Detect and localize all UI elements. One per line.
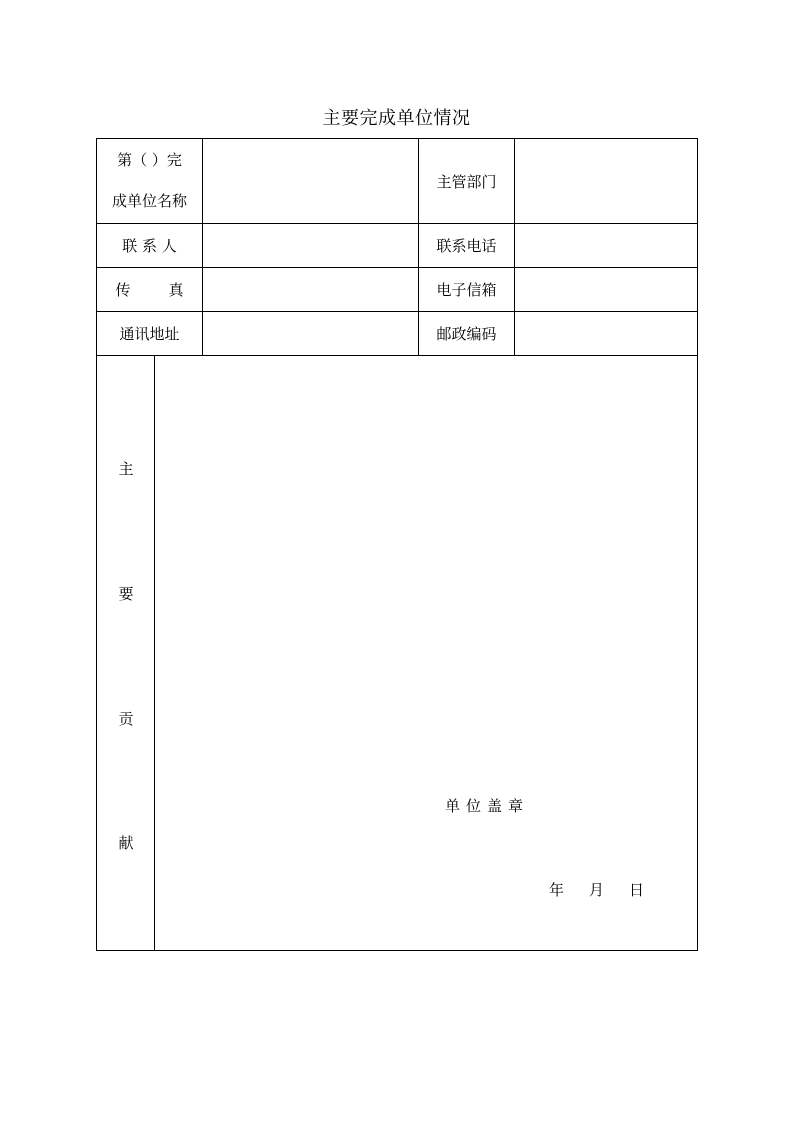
contact-phone-label: 联系电话	[436, 237, 497, 255]
supervisor-field[interactable]	[515, 139, 697, 223]
unit-name-label-line2: 成单位名称	[111, 192, 187, 210]
fax-label	[97, 268, 202, 311]
email-field[interactable]	[515, 268, 697, 311]
unit-name-label	[97, 139, 202, 223]
unit-info-form	[96, 138, 698, 951]
page-title: 主要完成单位情况	[322, 108, 471, 129]
fax-label-char2: 真	[168, 281, 184, 299]
contribution-label-char: 献	[118, 834, 134, 852]
address-label: 通讯地址	[119, 325, 180, 343]
fax-label-char1: 传	[115, 281, 131, 299]
unit-seal-label: 单位盖章	[445, 797, 530, 815]
contribution-label-char: 贡	[118, 710, 134, 728]
fax-field[interactable]	[203, 268, 418, 311]
date-day-label: 日	[629, 881, 645, 899]
contact-phone-field[interactable]	[515, 224, 697, 267]
supervisor-label: 主管部门	[436, 172, 497, 191]
contact-person-field[interactable]	[203, 224, 418, 267]
address-field[interactable]	[203, 312, 418, 355]
contact-person-label: 联 系 人	[122, 237, 177, 255]
unit-name-label-line1: 第（ ）完	[117, 151, 182, 169]
date-month-label: 月	[589, 881, 605, 899]
postcode-field[interactable]	[515, 312, 697, 355]
contribution-label-char: 主	[118, 460, 134, 478]
unit-name-field[interactable]	[203, 139, 418, 223]
contribution-label-char: 要	[118, 585, 134, 603]
email-label: 电子信箱	[436, 281, 497, 299]
contribution-field[interactable]	[155, 356, 697, 950]
postcode-label: 邮政编码	[436, 325, 497, 343]
date-year-label: 年	[549, 881, 565, 899]
